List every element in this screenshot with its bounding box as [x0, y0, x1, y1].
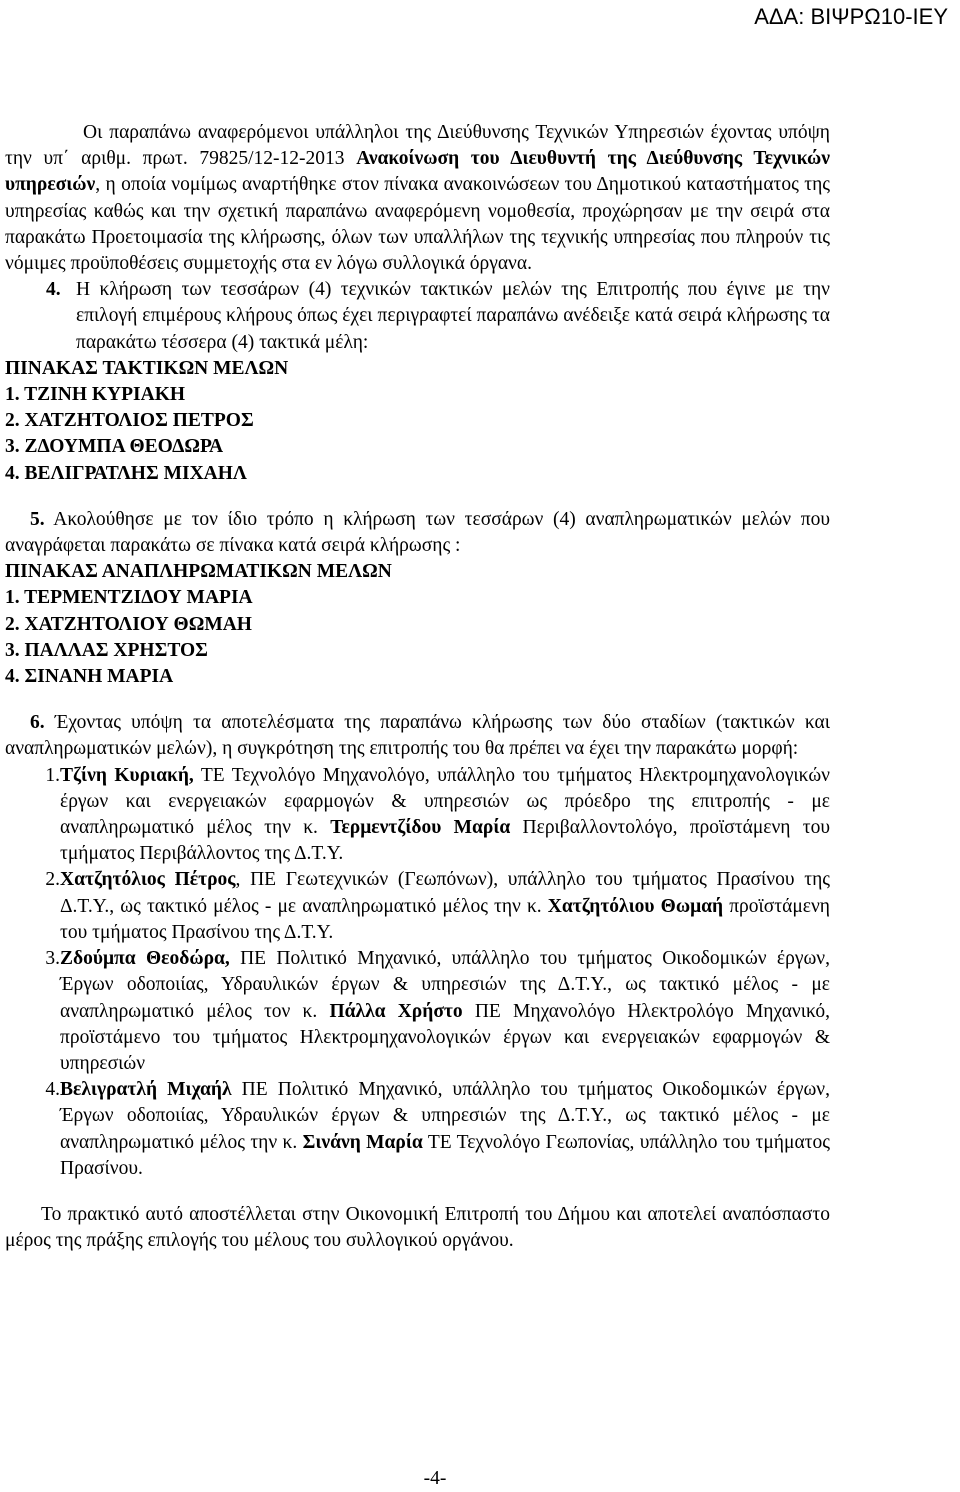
- composition-text-3: ΠΕ Πολιτικό Μηχανικό, υπάλληλο του τμήματος Οικοδομικών έργων, Έργων οδοποιίας, Υδραυλικών έργων & υπηρεσιών της Δ.Τ.Υ., ως τακτικό μέλος - με αναπληρωματικό μέλος τον κ.: [60, 948, 830, 1022]
- item-4-paragraph: [5, 277, 830, 356]
- composition-substitute-1: Τερμεντζίδου Μαρία: [330, 817, 511, 839]
- substitute-member-1: 1. ΤΕΡΜΕΝΤΖΙΔΟΥ ΜΑΡΙΑ: [5, 587, 253, 609]
- composition-number-1: 1.: [45, 764, 60, 786]
- item-5-number: 5.: [30, 508, 45, 530]
- composition-substitute-4: Σινάνη Μαρία: [302, 1131, 423, 1153]
- regular-member-4: 4. ΒΕΛΙΓΡΑΤΛΗΣ ΜΙΧΑΗΛ: [5, 462, 247, 484]
- item-6-number: 6.: [30, 712, 45, 734]
- composition-number-2: 2.: [45, 869, 60, 891]
- composition-number-4: 4.: [45, 1079, 60, 1101]
- substitute-member-2: 2. ΧΑΤΖΗΤΟΛΙΟΥ ΘΩΜΑΗ: [5, 613, 252, 635]
- composition-name-2: Χατζητόλιος Πέτρος: [60, 869, 236, 891]
- item-5-text: Ακολούθησε με τον ίδιο τρόπο η κλήρωση των τεσσάρων (4) αναπληρωματικών μελών που αναγράφεται παρακάτω σε πίνακα κατά σειρά κλήρωσης :: [5, 508, 830, 557]
- composition-text-1: ΤΕ Τεχνολόγο Μηχανολόγο, υπάλληλο του τμήματος Ηλεκτρομηχανολογικών έργων και ενεργειακών εφαρμογών & υπηρεσιών ως πρόεδρο της επιτροπής - με αναπληρωματικό μέλος την κ.: [60, 764, 830, 839]
- document-body: [5, 120, 830, 1254]
- composition-item-4: [5, 1077, 830, 1182]
- composition-text2-2: προϊστάμενη του τμήματος Πρασίνου της Δ.Τ.Υ.: [60, 895, 830, 943]
- substitute-member-4: 4. ΣΙΝΑΝΗ ΜΑΡΙΑ: [5, 666, 174, 688]
- regular-member-1: 1. ΤΖΙΝΗ ΚΥΡΙΑΚΗ: [5, 384, 186, 406]
- composition-substitute-3: Πάλλα Χρήστο: [329, 1000, 463, 1022]
- composition-text-4: ΠΕ Πολιτικό Μηχανικό, υπάλληλο του τμήματος Οικοδομικών έργων, Έργων οδοποιίας, Υδραυλικών έργων & υπηρεσιών της Δ.Τ.Υ., ως τακτικό μέλος - με αναπληρωματικό μέλος την κ.: [60, 1079, 830, 1153]
- closing-paragraph: Το πρακτικό αυτό αποστέλλεται στην Οικονομική Επιτροπή του Δήμου και αποτελεί αναπόσπαστο μέρος της πράξης επιλογής του μέλους του συλλογικού οργάνου.: [5, 1203, 830, 1252]
- intro-text-1: Οι παραπάνω αναφερόμενοι υπάλληλοι της Διεύθυνσης Τεχνικών Υπηρεσιών έχοντας υπόψη την υπ΄ αριθμ. πρωτ. 79825/12-12-2013: [5, 122, 830, 170]
- composition-item-2: [5, 867, 830, 946]
- intro-paragraph: [5, 120, 830, 277]
- composition-name-4: Βελιγρατλή Μιχαήλ: [60, 1079, 232, 1101]
- composition-text-2: , ΠΕ Γεωτεχνικών (Γεωπόνων), υπάλληλο του τμήματος Πρασίνου της Δ.Τ.Υ., ως τακτικό μέλος - με αναπληρωματικό μέλος την κ.: [60, 869, 830, 917]
- regular-members-table: [5, 356, 830, 487]
- composition-number-3: 3.: [45, 948, 60, 970]
- regular-member-3: 3. ΖΔΟΥΜΠΑ ΘΕΟΔΩΡΑ: [5, 436, 224, 458]
- item-4-text: Η κλήρωση των τεσσάρων (4) τεχνικών τακτικών μελών της Επιτροπής που έγινε με την επιλογή επιμέρους κλήρους όπως έχει περιγραφτεί παραπάνω ανέδειξε κατά σειρά κλήρωσης τα παρακάτω τέσσερα (4) τακτικά μέλη:: [76, 279, 830, 353]
- composition-name-3: Ζδούμπα Θεοδώρα,: [60, 948, 230, 970]
- composition-substitute-2: Χατζητόλιου Θωμαή: [547, 895, 724, 917]
- item-6-paragraph: [5, 710, 830, 762]
- page-number: -4-: [423, 1468, 447, 1489]
- composition-text2-4: ΤΕ Τεχνολόγο Γεωπονίας, υπάλληλο του τμήματος Πρασίνου.: [60, 1131, 830, 1179]
- composition-text2-3: ΠΕ Μηχανολόγο Ηλεκτρολόγο Μηχανικό, προϊστάμενο του τμήματος Ηλεκτρομηχανολογικών έργων και ενεργειακών εφαρμογών & υπηρεσιών: [60, 1000, 831, 1074]
- item-5-paragraph: [5, 507, 830, 559]
- composition-text2-1: Περιβαλλοντολόγο, προϊστάμενη του τμήματος Περιβάλλοντος της Δ.Τ.Υ.: [60, 817, 830, 865]
- substitute-member-3: 3. ΠΑΛΛΑΣ ΧΡΗΣΤΟΣ: [5, 639, 208, 661]
- intro-bold-announcement: Ανακοίνωση του Διευθυντή της Διεύθυνσης Τεχνικών υπηρεσιών: [5, 148, 830, 196]
- composition-item-3: [5, 946, 830, 1077]
- regular-member-2: 2. ΧΑΤΖΗΤΟΛΙΟΣ ΠΕΤΡΟΣ: [5, 410, 254, 432]
- composition-name-1: Τζίνη Κυριακή,: [60, 764, 194, 786]
- substitute-members-table: [5, 559, 830, 690]
- item-4-number: 4.: [46, 279, 61, 301]
- ada-header: ΑΔΑ: ΒΙΨΡΩ10-ΙΕΥ: [754, 4, 948, 29]
- substitute-members-title: ΠΙΝΑΚΑΣ ΑΝΑΠΛΗΡΩΜΑΤΙΚΩΝ ΜΕΛΩΝ: [5, 561, 392, 583]
- item-6-text: Έχοντας υπόψη τα αποτελέσματα της παραπάνω κλήρωσης των δύο σταδίων (τακτικών και αναπληρωματικών μελών), η συγκρότηση της επιτροπής του θα πρέπει να έχει την παρακάτω μορφή:: [5, 712, 830, 760]
- regular-members-title: ΠΙΝΑΚΑΣ ΤΑΚΤΙΚΩΝ ΜΕΛΩΝ: [5, 357, 289, 379]
- composition-item-1: [5, 763, 830, 868]
- intro-text-2: , η οποία νομίμως αναρτήθηκε στον πίνακα ανακοινώσεων του Δημοτικού καταστήματος της υπηρεσίας καθώς και την σχετική παραπάνω αναφερόμενη νομοθεσία, προχώρησαν με την σειρά στα παρακάτω Προετοιμασία της κλήρωσης, όλων των υπαλλήλων της τεχνικής υπηρεσίας που πληρούν τις νόμιμες προϋποθέσεις συμμετοχής στα εν λόγω συλλογικά όργανα.: [5, 174, 830, 275]
